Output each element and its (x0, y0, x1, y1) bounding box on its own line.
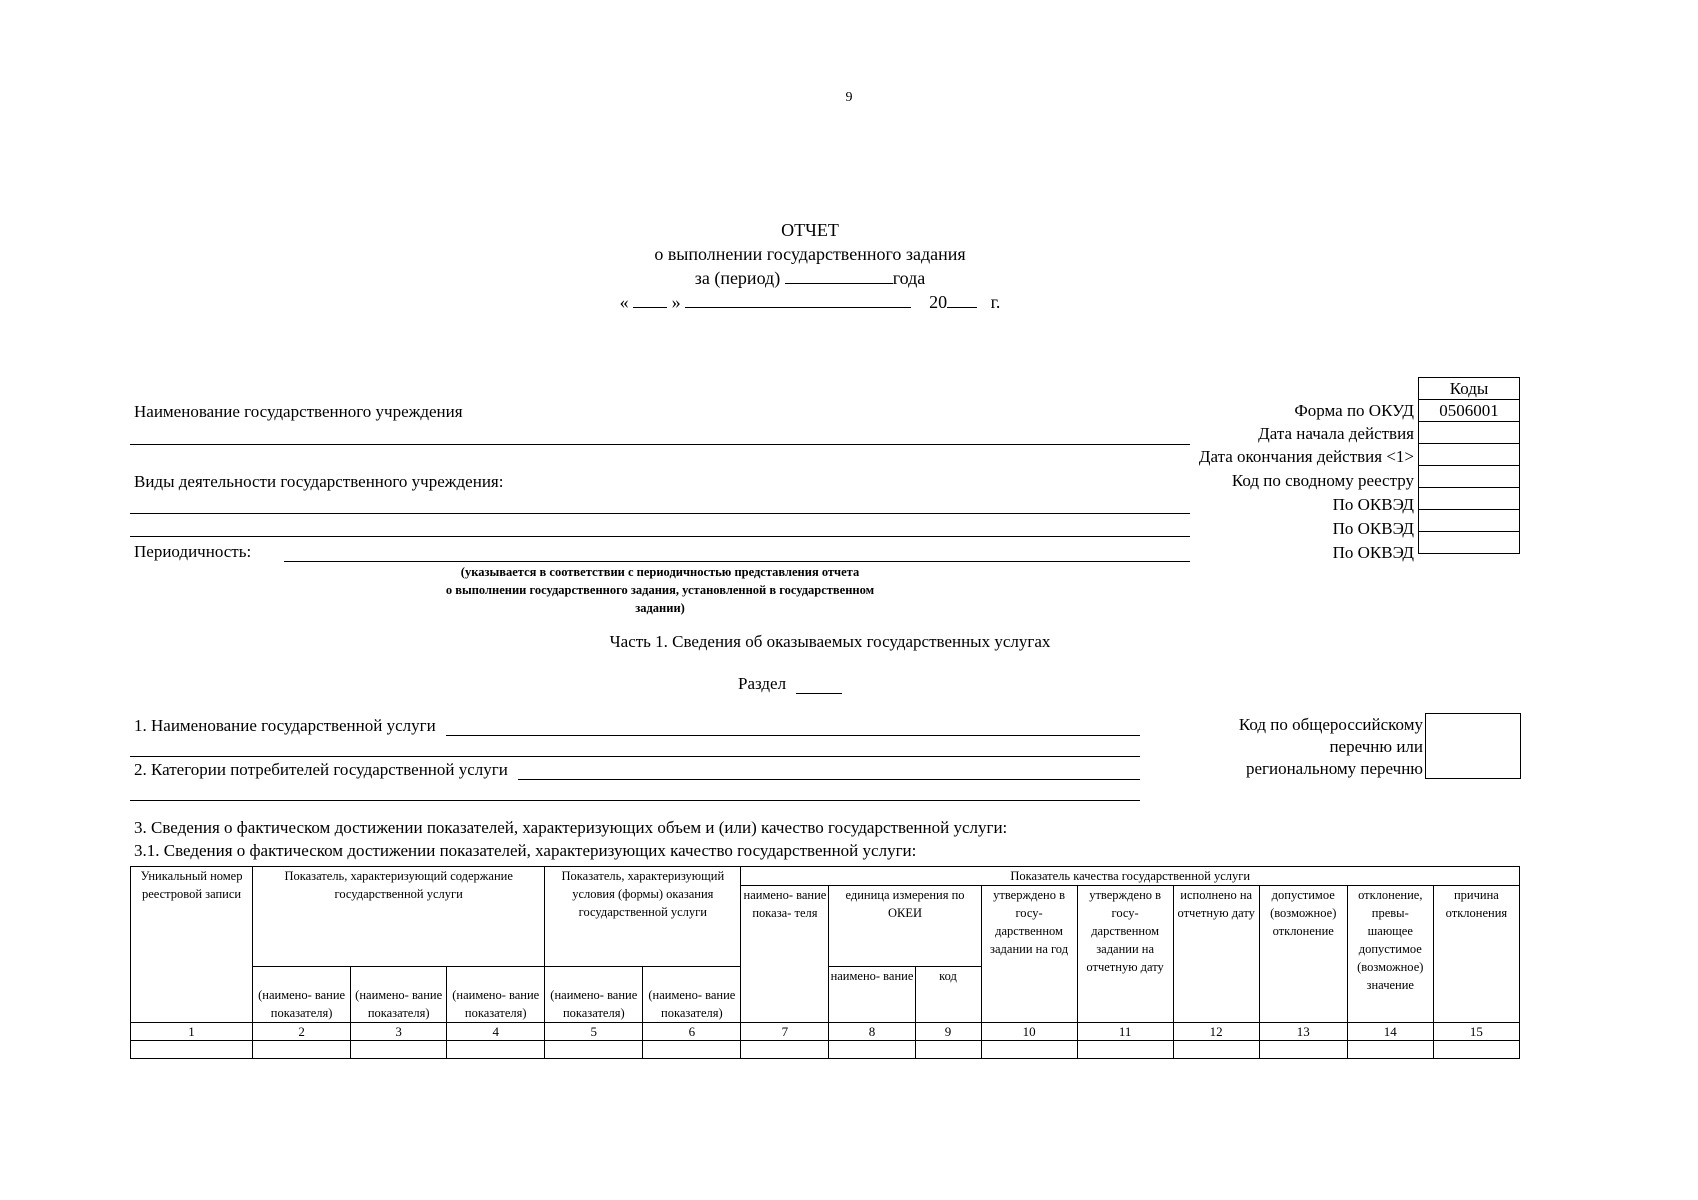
code-start-date[interactable] (1419, 422, 1520, 444)
col-number: 10 (981, 1023, 1077, 1041)
period-prefix: за (период) (694, 268, 781, 288)
code-okved-3[interactable] (1419, 532, 1520, 554)
column-number-row (131, 1023, 1520, 1041)
codes-header: Коды (1419, 378, 1520, 400)
col-number: 8 (829, 1023, 915, 1041)
report-subtitle: о выполнении государственного задания (654, 244, 966, 264)
table-cell[interactable] (829, 1041, 915, 1059)
th-conditions-col-6: (наимено- вание показателя) (643, 967, 741, 1023)
year-suffix: г. (990, 292, 1001, 312)
th-unit-code: код (915, 967, 981, 1023)
table-cell[interactable] (1259, 1041, 1347, 1059)
activities-line-2[interactable] (130, 536, 1190, 537)
th-deviation-exceeding: отклонение, превы- шающее допустимое (возможное) значение (1347, 886, 1433, 1023)
table-cell[interactable] (447, 1041, 545, 1059)
th-content-indicator: Показатель, характеризующий содержание государственной услуги (253, 867, 545, 967)
col-number: 11 (1077, 1023, 1173, 1041)
col-number: 3 (351, 1023, 447, 1041)
periodicity-line[interactable] (284, 561, 1190, 562)
code-okved-1-label: По ОКВЭД (1332, 495, 1414, 514)
code-okved-3-label: По ОКВЭД (1332, 543, 1414, 562)
col-number: 12 (1173, 1023, 1259, 1041)
activities-line-1[interactable] (130, 513, 1190, 514)
col-number: 13 (1259, 1023, 1347, 1041)
report-title: ОТЧЕТ (781, 220, 839, 240)
th-unit: единица измерения по ОКЕИ (829, 886, 981, 967)
th-executed: исполнено на отчетную дату (1173, 886, 1259, 1023)
periodicity-note (440, 563, 880, 617)
col-number: 15 (1433, 1023, 1519, 1041)
col-number: 9 (915, 1023, 981, 1041)
code-okved-2[interactable] (1419, 510, 1520, 532)
day-input[interactable] (633, 290, 667, 308)
institution-name-line[interactable] (130, 444, 1190, 445)
year-prefix: 20 (929, 292, 948, 312)
periodicity-note-line1: (указывается в соответствии с периодичностью представления отчета (460, 565, 860, 579)
col-number: 1 (131, 1023, 253, 1041)
table-cell[interactable] (1077, 1041, 1173, 1059)
code-okud[interactable]: 0506001 (1419, 400, 1520, 422)
month-input[interactable] (685, 290, 911, 308)
code-okved-2-label: По ОКВЭД (1332, 519, 1414, 538)
table-cell[interactable] (131, 1041, 253, 1059)
th-conditions-indicator: Показатель, характеризующий условия (формы) оказания государственной услуги (545, 867, 741, 967)
codes-table (1418, 377, 1520, 554)
th-content-col-3: (наимено- вание показателя) (351, 967, 447, 1023)
code-registry[interactable] (1419, 466, 1520, 488)
th-allowed-deviation: допустимое (возможное) отклонение (1259, 886, 1347, 1023)
code-end-date[interactable] (1419, 444, 1520, 466)
table-row (131, 1041, 1520, 1059)
registry-code-label (1239, 714, 1423, 780)
service-name-label: 1. Наименование государственной услуги (134, 716, 436, 735)
registry-code-label-line3: региональному перечню (1245, 759, 1423, 778)
institution-name-label: Наименование государственного учреждения (134, 402, 463, 421)
periodicity-label: Периодичность: (134, 542, 252, 561)
quality-indicators-table (130, 866, 1520, 1059)
code-okved-1[interactable] (1419, 488, 1520, 510)
year-input[interactable] (947, 290, 977, 308)
registry-code-label-line1: Код по общероссийскому (1238, 715, 1423, 734)
th-unique-number: Уникальный номер реестровой записи (131, 867, 253, 1023)
periodicity-note-line2: о выполнении государственного задания, установленной в государственном задании) (445, 583, 875, 615)
th-quality-indicator: Показатель качества государственной услуги (741, 867, 1520, 886)
table-cell[interactable] (915, 1041, 981, 1059)
registry-code-box[interactable] (1425, 713, 1521, 779)
header-row-1 (131, 867, 1520, 886)
period-suffix: года (892, 268, 926, 288)
table-cell[interactable] (545, 1041, 643, 1059)
report-period-line (0, 266, 1620, 290)
date-open-quote: « (619, 292, 629, 312)
table-cell[interactable] (253, 1041, 351, 1059)
period-input[interactable] (785, 266, 893, 284)
date-close-quote: » (671, 292, 681, 312)
table-cell[interactable] (1173, 1041, 1259, 1059)
th-indicator-name: наимено- вание показа- теля (741, 886, 829, 1023)
th-approved-year: утверждено в госу- дарственном задании на год (981, 886, 1077, 1023)
registry-code-label-line2: перечню или (1329, 737, 1423, 756)
code-start-date-label: Дата начала действия (1258, 424, 1414, 443)
code-registry-label: Код по сводному реестру (1231, 471, 1414, 490)
item3-text: 3. Сведения о фактическом достижении показателей, характеризующих объем и (или) качество государственной услуги: (134, 818, 1008, 837)
th-conditions-col-5: (наимено- вание показателя) (545, 967, 643, 1023)
col-number: 2 (253, 1023, 351, 1041)
col-number: 6 (643, 1023, 741, 1041)
service-name-line[interactable] (446, 735, 1140, 736)
table-cell[interactable] (643, 1041, 741, 1059)
code-end-date-label: Дата окончания действия <1> (1198, 447, 1414, 466)
table-cell[interactable] (351, 1041, 447, 1059)
page-number: 9 (845, 90, 853, 105)
col-number: 5 (545, 1023, 643, 1041)
col-number: 14 (1347, 1023, 1433, 1041)
report-title-block (0, 218, 1620, 314)
th-approved-date: утверждено в госу- дарственном задании на отчетную дату (1077, 886, 1173, 1023)
table-cell[interactable] (741, 1041, 829, 1059)
col-number: 4 (447, 1023, 545, 1041)
table-cell[interactable] (1347, 1041, 1433, 1059)
consumers-line[interactable] (518, 779, 1140, 780)
code-okud-label: Форма по ОКУД (1294, 401, 1414, 420)
table-cell[interactable] (981, 1041, 1077, 1059)
th-content-col-4: (наимено- вание показателя) (447, 967, 545, 1023)
th-content-col-2: (наимено- вание показателя) (253, 967, 351, 1023)
th-unit-name: наимено- вание (829, 967, 915, 1023)
service-name-line-2[interactable] (130, 756, 1140, 757)
part1-title: Часть 1. Сведения об оказываемых государственных услугах (609, 632, 1051, 651)
consumers-line-2[interactable] (130, 800, 1140, 801)
section-number-line[interactable] (796, 693, 842, 694)
col-number: 7 (741, 1023, 829, 1041)
report-date-line (0, 290, 1620, 314)
th-deviation-reason: причина отклонения (1433, 886, 1519, 1023)
consumers-label: 2. Категории потребителей государственной услуги (134, 760, 508, 779)
section-label: Раздел (738, 674, 787, 693)
item31-text: 3.1. Сведения о фактическом достижении показателей, характеризующих качество государственной услуги: (134, 841, 917, 860)
table-cell[interactable] (1433, 1041, 1519, 1059)
activities-label: Виды деятельности государственного учреждения: (134, 472, 504, 491)
